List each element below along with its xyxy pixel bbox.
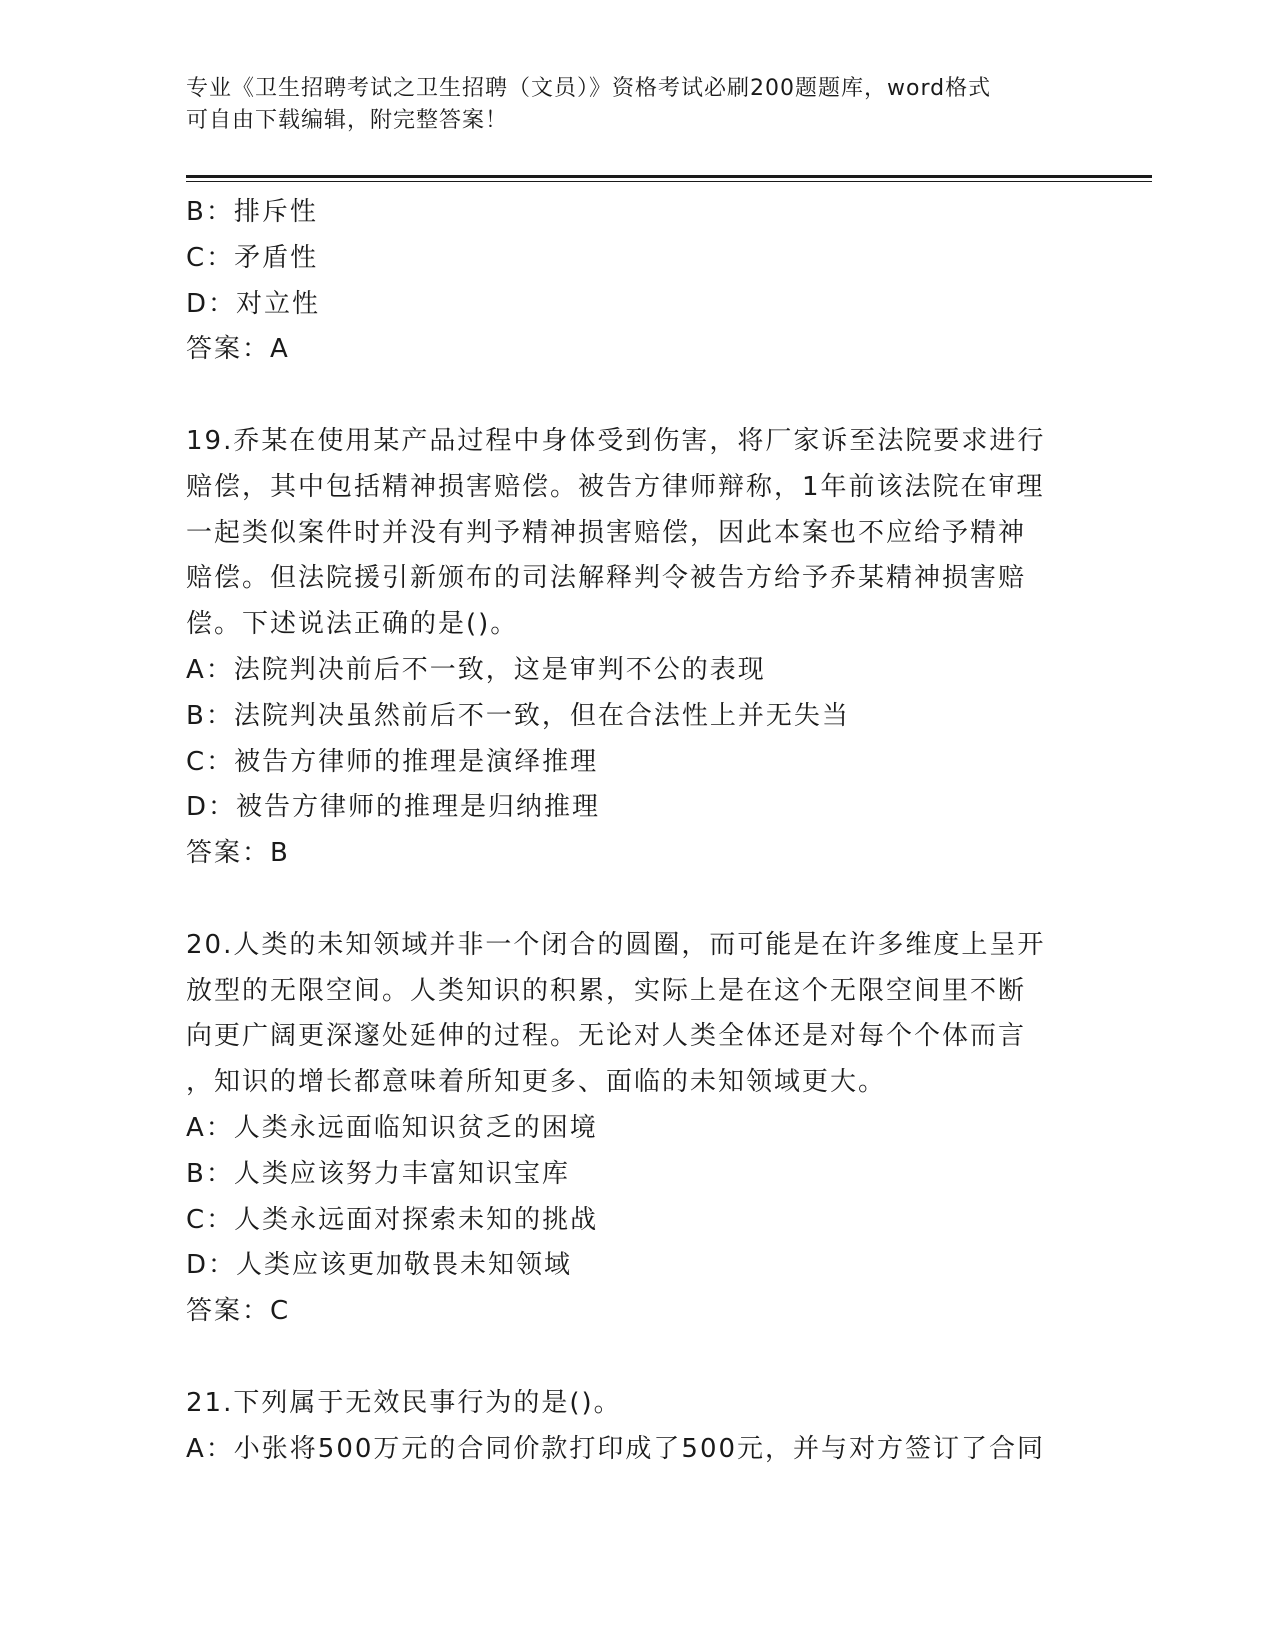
- answer-line: 答案：C: [186, 1296, 291, 1327]
- option-a: A：法院判决前后不一致，这是审判不公的表现: [186, 654, 766, 685]
- document-header: [186, 73, 1066, 137]
- option-a: A：小张将500万元的合同价款打印成了500元，并与对方签订了合同: [186, 1433, 1046, 1464]
- answer-line: 答案：A: [186, 334, 290, 365]
- header-divider-thin: [186, 181, 1152, 182]
- option-c: C：人类永远面对探索未知的挑战: [186, 1204, 599, 1235]
- option-d: D：对立性: [186, 288, 321, 319]
- option-c: C：被告方律师的推理是演绎推理: [186, 746, 599, 777]
- question-stem-line: 一起类似案件时并没有判予精神损害赔偿，因此本案也不应给予精神: [186, 517, 1027, 548]
- question-18: [186, 190, 1086, 373]
- question-19: [186, 419, 1086, 877]
- header-divider-thick: [186, 175, 1152, 178]
- question-stem-line: 赔偿。但法院援引新颁布的司法解释判令被告方给予乔某精神损害赔: [186, 563, 1027, 594]
- question-stem-line: 偿。下述说法正确的是()。: [186, 609, 519, 640]
- option-d: D：被告方律师的推理是归纳推理: [186, 792, 601, 823]
- option-d: D：人类应该更加敬畏未知领域: [186, 1250, 573, 1281]
- question-stem-line: 放型的无限空间。人类知识的积累，实际上是在这个无限空间里不断: [186, 975, 1027, 1006]
- question-stem-line: 20.人类的未知领域并非一个闭合的圆圈，而可能是在许多维度上呈开: [186, 929, 1046, 960]
- header-line-2: 可自由下载编辑，附完整答案！: [186, 108, 509, 133]
- option-b: B：排斥性: [186, 197, 318, 227]
- document-body: [186, 190, 1086, 1472]
- option-a: A：人类永远面临知识贫乏的困境: [186, 1112, 598, 1143]
- option-c: C：矛盾性: [186, 242, 319, 273]
- question-stem-line: 赔偿，其中包括精神损害赔偿。被告方律师辩称，1年前该法院在审理: [186, 471, 1045, 502]
- option-b: B：法院判决虽然前后不一致，但在合法性上并无失当: [186, 700, 850, 731]
- question-20: [186, 923, 1086, 1335]
- question-21: [186, 1381, 1086, 1473]
- answer-line: 答案：B: [186, 838, 290, 869]
- option-b: B：人类应该努力丰富知识宝库: [186, 1158, 570, 1189]
- spacer: [186, 1335, 1086, 1381]
- question-stem-line: 向更广阔更深邃处延伸的过程。无论对人类全体还是对每个个体而言: [186, 1021, 1027, 1052]
- question-stem-line: 19.乔某在使用某产品过程中身体受到伤害，将厂家诉至法院要求进行: [186, 425, 1046, 456]
- question-stem-line: ，知识的增长都意味着所知更多、面临的未知领域更大。: [186, 1067, 887, 1098]
- question-stem-line: 21.下列属于无效民事行为的是()。: [186, 1387, 622, 1418]
- spacer: [186, 877, 1086, 923]
- spacer: [186, 373, 1086, 419]
- header-line-1: 专业《卫生招聘考试之卫生招聘（文员）》资格考试必刷200题题库，word格式: [186, 76, 992, 101]
